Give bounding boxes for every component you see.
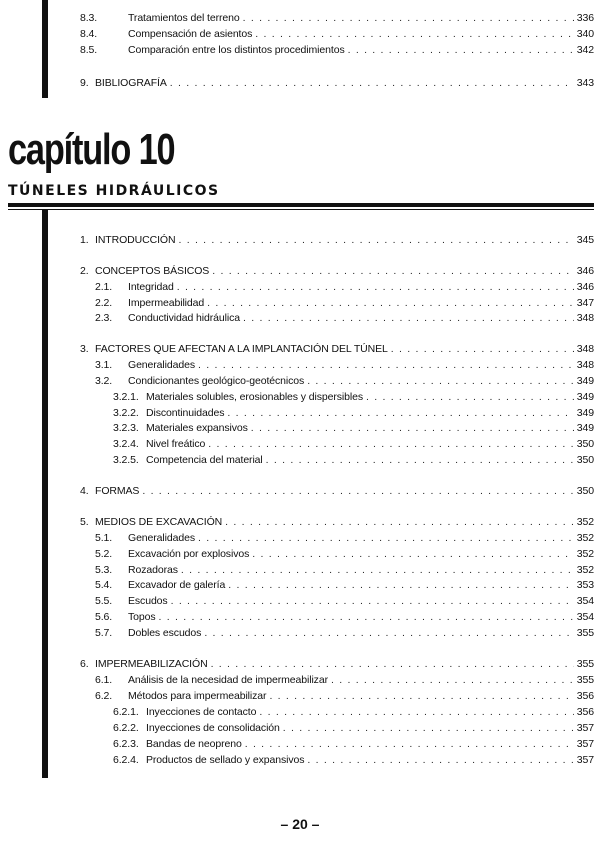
- toc-leader-dots: [212, 264, 574, 278]
- toc-entry-number: 4.: [80, 485, 89, 497]
- toc-entry-title: Excavación por explosivos: [128, 548, 250, 560]
- toc-entry-title: Inyecciones de consolidación: [146, 722, 280, 734]
- toc-entry: [0, 484, 594, 498]
- toc-entry: [0, 233, 594, 247]
- toc-entry-page: 357: [576, 754, 594, 766]
- toc-entry-page: 355: [576, 658, 594, 670]
- toc-entry-number: 3.2.: [95, 375, 113, 387]
- toc-entry: 9. BIBLIOGRAFÍA . . . 343: [0, 76, 594, 90]
- toc-entry-title: Dobles escudos: [128, 627, 202, 639]
- toc-entry: [0, 689, 594, 703]
- toc-entry-number: 6.1.: [95, 674, 113, 686]
- toc-leader-dots: [177, 280, 574, 294]
- toc-entry: [0, 753, 594, 767]
- chapter-heading: capítulo 10: [8, 125, 175, 174]
- toc-entry-page: 349: [576, 375, 594, 387]
- toc-leader-dots: [307, 753, 573, 767]
- toc-entry-title: Materiales expansivos: [146, 422, 248, 434]
- toc-entry-page: 355: [576, 674, 594, 686]
- toc-entry-title: Condicionantes geológico-geotécnicos: [128, 375, 305, 387]
- toc-leader-dots: [259, 705, 573, 719]
- toc-entry-page: 349: [576, 407, 594, 419]
- toc-entry-number: 6.2.2.: [113, 722, 139, 734]
- toc-entry-page: 355: [576, 627, 594, 639]
- toc-leader-dots: [252, 547, 574, 561]
- toc-entry: [0, 421, 594, 435]
- toc-leader-dots: [211, 657, 574, 671]
- toc-entry: [0, 296, 594, 310]
- toc-entry-title: Inyecciones de contacto: [146, 706, 257, 718]
- toc-entry: [0, 737, 594, 751]
- toc-entry: 8.5. Comparación entre los distintos procedimientos . . . 342: [0, 43, 594, 57]
- toc-entry-page: 350: [576, 454, 594, 466]
- toc-entry-page: 347: [576, 297, 594, 309]
- toc-leader-dots: [266, 453, 574, 467]
- toc-leader-dots: [243, 311, 574, 325]
- toc-entry: [0, 705, 594, 719]
- toc-entry-page: 349: [576, 391, 594, 403]
- toc-entry-title: Topos: [128, 611, 156, 623]
- toc-leader-dots: [391, 342, 574, 356]
- toc-entry-page: 352: [576, 516, 594, 528]
- toc-entry: [0, 437, 594, 451]
- toc-entry-number: 2.3.: [95, 312, 113, 324]
- toc-entry-number: 1.: [80, 234, 89, 246]
- toc-entry: [0, 342, 594, 356]
- toc-entry-title: IMPERMEABILIZACIÓN: [95, 658, 208, 670]
- toc-entry-title: Métodos para impermeabilizar: [128, 690, 267, 702]
- toc-entry-title: Integridad: [128, 281, 174, 293]
- toc-leader-dots: [269, 689, 573, 703]
- toc-entry-page: 353: [576, 579, 594, 591]
- toc-entry: [0, 358, 594, 372]
- toc-entry-number: 5.3.: [95, 564, 113, 576]
- toc-entry-page: 346: [576, 265, 594, 277]
- toc-entry-number: 6.2.3.: [113, 738, 139, 750]
- toc-entry: [0, 390, 594, 404]
- toc-entry: [0, 610, 594, 624]
- toc-entry-number: 2.1.: [95, 281, 113, 293]
- toc-leader-dots: [208, 437, 573, 451]
- toc-entry-title: MEDIOS DE EXCAVACIÓN: [95, 516, 223, 528]
- toc-entry-page: 357: [576, 738, 594, 750]
- toc-entry-number: 6.2.: [95, 690, 113, 702]
- toc-leader-dots: [171, 594, 574, 608]
- toc-entry-title: FORMAS: [95, 485, 140, 497]
- toc-leader-dots: [207, 296, 574, 310]
- toc-entry-number: 6.2.1.: [113, 706, 139, 718]
- toc-leader-dots: [307, 374, 574, 388]
- toc-entry-title: INTRODUCCIÓN: [95, 234, 176, 246]
- toc-entry-page: 349: [576, 422, 594, 434]
- toc-entry-number: 5.4.: [95, 579, 113, 591]
- toc-entry-number: 5.5.: [95, 595, 113, 607]
- toc-entry-page: 352: [576, 548, 594, 560]
- toc-entry: [0, 406, 594, 420]
- toc-leader-dots: [198, 358, 574, 372]
- toc-entry-title: CONCEPTOS BÁSICOS: [95, 265, 210, 277]
- toc-entry-page: 345: [576, 234, 594, 246]
- toc-entry-title: Generalidades: [128, 532, 195, 544]
- toc-entry: [0, 531, 594, 545]
- toc-leader-dots: [251, 421, 574, 435]
- toc-entry: [0, 547, 594, 561]
- toc-entry-title: Bandas de neopreno: [146, 738, 242, 750]
- toc-leader-dots: [228, 578, 574, 592]
- toc-leader-dots: [204, 626, 573, 640]
- toc-entry-number: 5.2.: [95, 548, 113, 560]
- toc-entry: [0, 311, 594, 325]
- toc-entry-title: Escudos: [128, 595, 168, 607]
- toc-leader-dots: [366, 390, 574, 404]
- toc-entry: 8.3. Tratamientos del terreno . . . 336: [0, 11, 594, 25]
- toc-entry: [0, 374, 594, 388]
- toc-leader-dots: [245, 737, 574, 751]
- chapter-subtitle: TÚNELES HIDRÁULICOS: [8, 183, 220, 199]
- toc-entry-page: 356: [576, 706, 594, 718]
- toc-entry: [0, 280, 594, 294]
- toc-entry-title: FACTORES QUE AFECTAN A LA IMPLANTACIÓN DEL TÚNEL: [95, 343, 388, 355]
- toc-entry-title: Nivel freático: [146, 438, 206, 450]
- toc-entry-title: Productos de sellado y expansivos: [146, 754, 305, 766]
- toc-entry-title: Análisis de la necesidad de impermeabilizar: [128, 674, 328, 686]
- toc-leader-dots: [159, 610, 574, 624]
- toc-entry-page: 352: [576, 532, 594, 544]
- toc-entry-number: 5.7.: [95, 627, 113, 639]
- toc-entry-number: 5.: [80, 516, 89, 528]
- toc-entry-title: Excavador de galería: [128, 579, 226, 591]
- toc-leader-dots: [283, 721, 574, 735]
- toc-entry-page: 350: [576, 485, 594, 497]
- toc-entry-number: 3.2.2.: [113, 407, 139, 419]
- toc-entry: [0, 563, 594, 577]
- toc-entry-page: 354: [576, 595, 594, 607]
- toc-entry-title: Conductividad hidráulica: [128, 312, 241, 324]
- toc-entry-number: 3.2.3.: [113, 422, 139, 434]
- toc-entry-number: 3.2.5.: [113, 454, 139, 466]
- toc-entry-title: Impermeabilidad: [128, 297, 205, 309]
- toc-leader-dots: [227, 406, 573, 420]
- toc-entry: [0, 657, 594, 671]
- toc-entry: [0, 264, 594, 278]
- toc-entry-number: 3.2.4.: [113, 438, 139, 450]
- toc-entry-title: Competencia del material: [146, 454, 263, 466]
- toc-leader-dots: [198, 531, 574, 545]
- toc-entry-page: 356: [576, 690, 594, 702]
- toc-leader-dots: [181, 563, 574, 577]
- toc-entry-title: Rozadoras: [128, 564, 178, 576]
- toc-entry: [0, 673, 594, 687]
- toc-entry-title: Materiales solubles, erosionables y dispersibles: [146, 391, 363, 403]
- toc-entry: 8.4. Compensación de asientos . . . 340: [0, 27, 594, 41]
- toc-leader-dots: [142, 484, 573, 498]
- toc-entry: [0, 453, 594, 467]
- toc-entry-page: 346: [576, 281, 594, 293]
- toc-leader-dots: [331, 673, 574, 687]
- toc-entry-page: 352: [576, 564, 594, 576]
- toc-entry: [0, 578, 594, 592]
- toc-entry: [0, 515, 594, 529]
- subtitle-rule: [8, 203, 594, 207]
- toc-entry: [0, 626, 594, 640]
- toc-entry-page: 348: [576, 359, 594, 371]
- toc-entry-page: 348: [576, 343, 594, 355]
- toc-entry: [0, 594, 594, 608]
- toc-entry-number: 2.2.: [95, 297, 113, 309]
- toc-entry-number: 5.6.: [95, 611, 113, 623]
- toc-entry-page: 350: [576, 438, 594, 450]
- toc-entry-number: 3.: [80, 343, 89, 355]
- toc-entry-number: 3.1.: [95, 359, 113, 371]
- subtitle-rule-thin: [8, 209, 594, 210]
- toc-leader-dots: [225, 515, 574, 529]
- toc-entry-number: 6.: [80, 658, 89, 670]
- toc-entry-number: 5.1.: [95, 532, 113, 544]
- toc-entry-page: 354: [576, 611, 594, 623]
- toc-entry-title: Generalidades: [128, 359, 195, 371]
- toc-entry-number: 3.2.1.: [113, 391, 139, 403]
- page-number: – 20 –: [280, 816, 320, 832]
- toc-entry: [0, 721, 594, 735]
- toc-entry-title: Discontinuidades: [146, 407, 225, 419]
- toc-entry-page: 357: [576, 722, 594, 734]
- toc-entry-number: 2.: [80, 265, 89, 277]
- toc-leader-dots: [178, 233, 573, 247]
- toc-entry-number: 6.2.4.: [113, 754, 139, 766]
- toc-entry-page: 348: [576, 312, 594, 324]
